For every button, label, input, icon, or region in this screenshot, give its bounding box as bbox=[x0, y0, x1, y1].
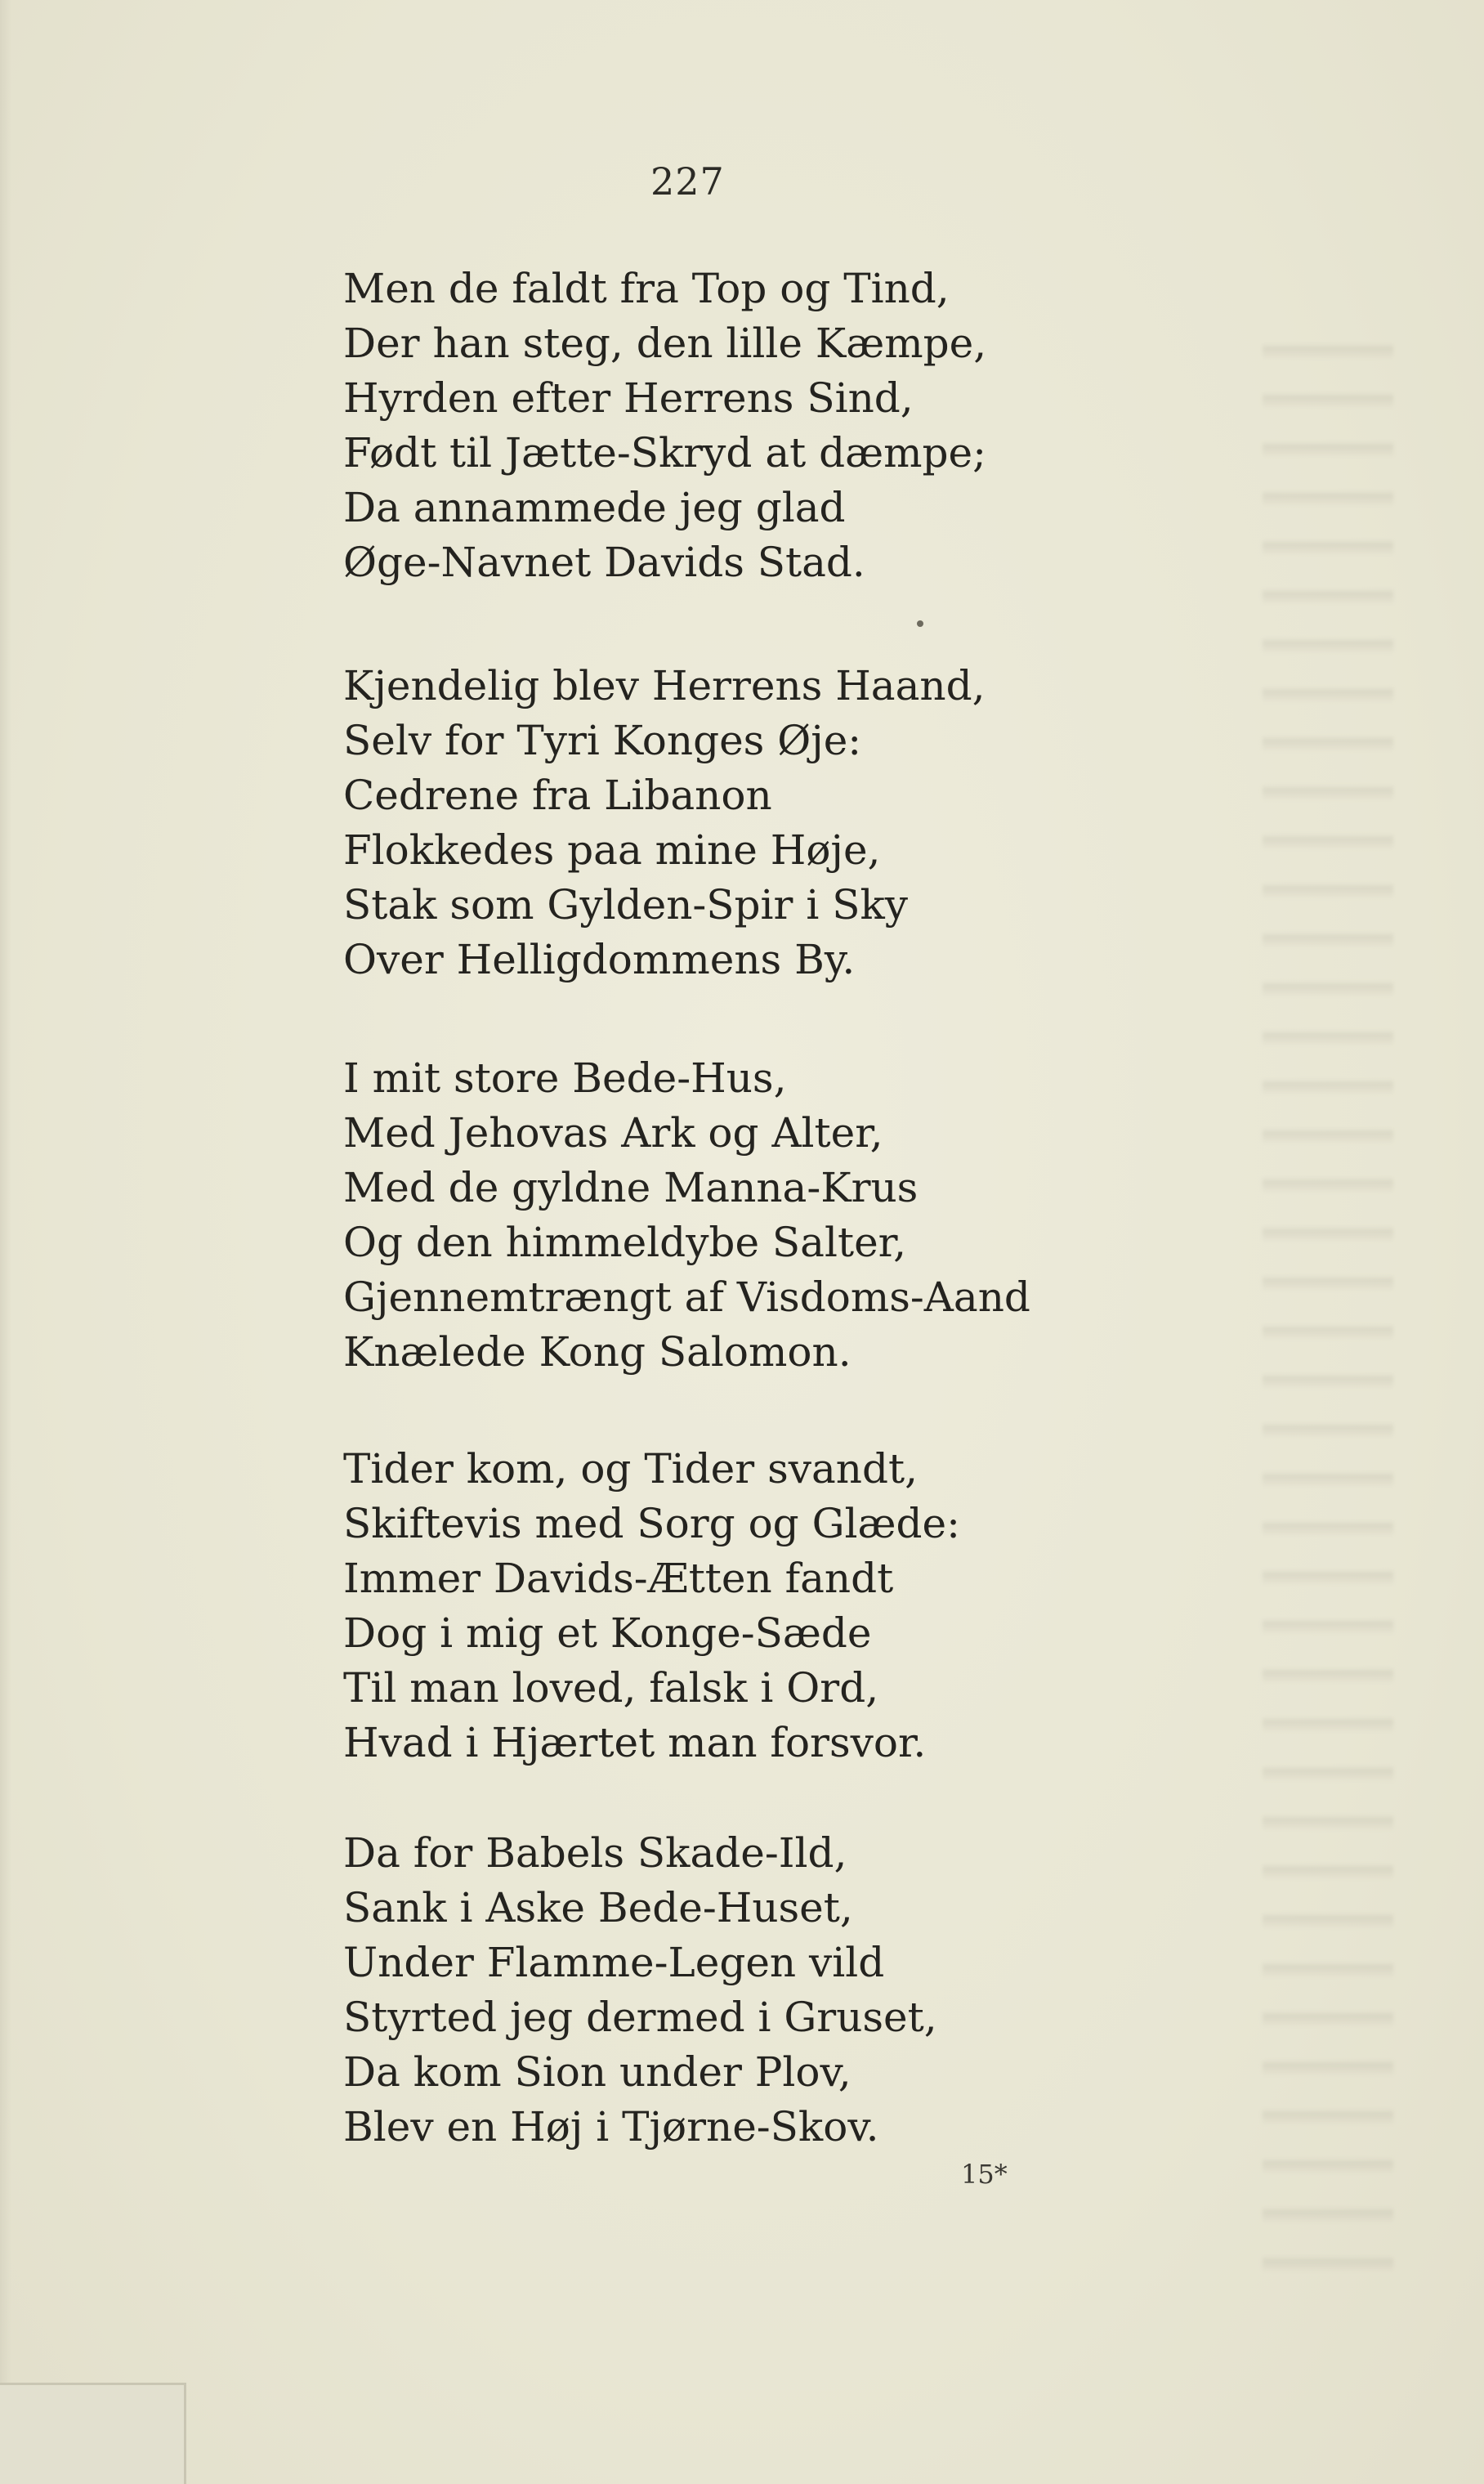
verse-line: Tider kom, og Tider svandt, bbox=[343, 1445, 918, 1493]
verse-line: Knælede Kong Salomon. bbox=[343, 1328, 852, 1376]
verse-line: Med de gyldne Manna-Krus bbox=[343, 1164, 919, 1211]
verse-line: Øge-Navnet Davids Stad. bbox=[343, 539, 865, 586]
verse-line: Gjennemtrængt af Visdoms-Aand bbox=[343, 1273, 1030, 1321]
page-edge-shadow bbox=[0, 0, 11, 2484]
signature-mark: 15* bbox=[961, 2159, 1008, 2190]
page-corner-tab bbox=[0, 2383, 186, 2484]
verse-line: Hvad i Hjærtet man forsvor. bbox=[343, 1719, 927, 1766]
verse-line: Med Jehovas Ark og Alter, bbox=[343, 1109, 883, 1157]
verse-line: Og den himmeldybe Salter, bbox=[343, 1219, 906, 1266]
verse-line: Men de faldt fra Top og Tind, bbox=[343, 265, 950, 312]
verse-line: Flokkedes paa mine Høje, bbox=[343, 826, 881, 874]
ink-speck bbox=[917, 620, 923, 627]
stanza-4 bbox=[343, 1442, 1209, 1770]
stanza-2 bbox=[343, 659, 1209, 987]
verse-line: I mit store Bede-Hus, bbox=[343, 1054, 787, 1102]
verse-line: Skiftevis med Sorg og Glæde: bbox=[343, 1500, 960, 1547]
verse-line: Cedrene fra Libanon bbox=[343, 772, 772, 819]
verse-line: Der han steg, den lille Kæmpe, bbox=[343, 320, 987, 367]
verse-line: Selv for Tyri Konges Øje: bbox=[343, 717, 862, 764]
verse-line: Til man loved, falsk i Ord, bbox=[343, 1664, 879, 1712]
verse-line: Stak som Gylden-Spir i Sky bbox=[343, 881, 909, 929]
verse-line: Styrted jeg dermed i Gruset, bbox=[343, 1994, 937, 2041]
verse-line: Dog i mig et Konge-Sæde bbox=[343, 1609, 872, 1657]
verse-line: Da for Babels Skade-Ild, bbox=[343, 1829, 847, 1877]
stanza-5 bbox=[343, 1826, 1209, 2155]
verse-line: Under Flamme-Legen vild bbox=[343, 1939, 885, 1986]
bleed-through-text bbox=[1263, 311, 1393, 2272]
verse-line: Blev en Høj i Tjørne-Skov. bbox=[343, 2103, 879, 2151]
verse-line: Kjendelig blev Herrens Haand, bbox=[343, 662, 986, 709]
verse-line: Født til Jætte-Skryd at dæmpe; bbox=[343, 429, 986, 477]
verse-line: Sank i Aske Bede-Huset, bbox=[343, 1884, 853, 1931]
verse-line: Immer Davids-Ætten fandt bbox=[343, 1555, 894, 1602]
verse-line: Da annammede jeg glad bbox=[343, 484, 846, 531]
verse-line: Over Helligdommens By. bbox=[343, 936, 856, 983]
verse-line: Hyrden efter Herrens Sind, bbox=[343, 374, 914, 422]
page-number: 227 bbox=[650, 159, 725, 204]
verse-line: Da kom Sion under Plov, bbox=[343, 2048, 852, 2096]
stanza-1 bbox=[343, 262, 1209, 590]
stanza-3 bbox=[343, 1051, 1209, 1380]
